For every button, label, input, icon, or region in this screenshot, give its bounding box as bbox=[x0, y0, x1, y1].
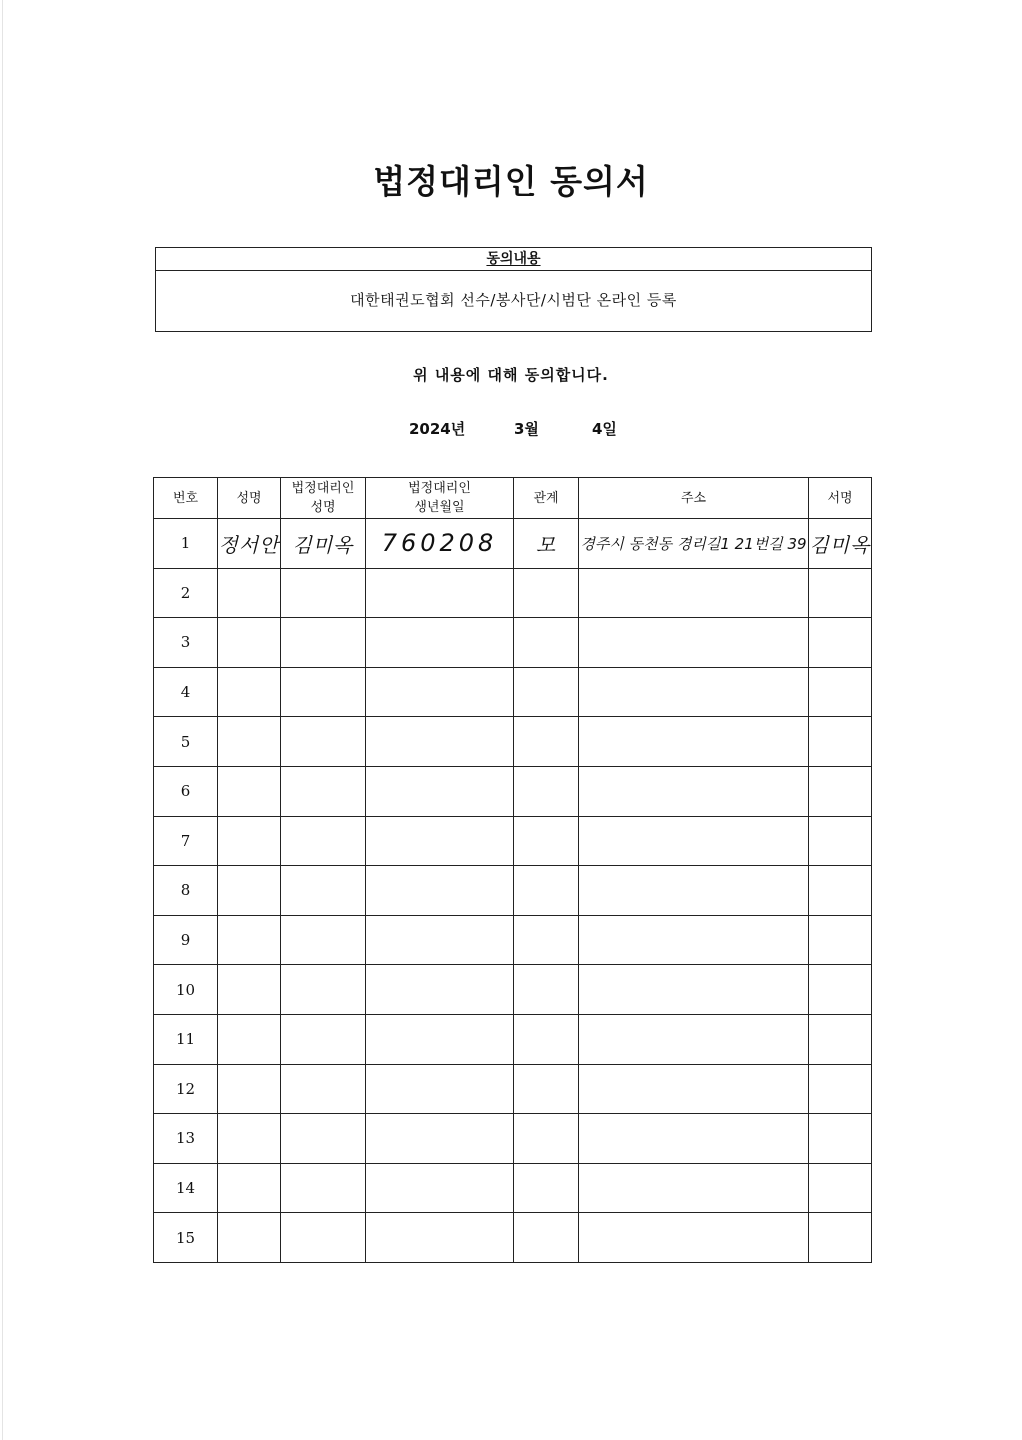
table-row bbox=[154, 1163, 872, 1213]
row-number bbox=[154, 1064, 218, 1114]
relation-cell bbox=[514, 1213, 579, 1263]
student-name-cell bbox=[218, 1163, 281, 1213]
row-number-value: 12 bbox=[175, 1079, 196, 1098]
student-name-cell bbox=[218, 568, 281, 618]
row-number-value: 4 bbox=[180, 683, 191, 702]
header-signature bbox=[809, 478, 872, 519]
row-number bbox=[154, 1014, 218, 1064]
guardian-birth-cell bbox=[366, 717, 514, 767]
guardian-name-cell bbox=[281, 1064, 366, 1114]
row-number-value: 3 bbox=[180, 633, 191, 652]
guardian-birth-cell bbox=[366, 568, 514, 618]
relation-cell bbox=[514, 766, 579, 816]
signature-cell bbox=[809, 568, 872, 618]
signature-cell bbox=[809, 1064, 872, 1114]
relation-cell bbox=[514, 915, 579, 965]
signature-cell bbox=[809, 618, 872, 668]
row-number bbox=[154, 766, 218, 816]
student-name-cell bbox=[218, 1114, 281, 1164]
guardian-name-cell bbox=[281, 667, 366, 717]
guardian-name-cell bbox=[281, 866, 366, 916]
row-number bbox=[154, 717, 218, 767]
student-name-cell bbox=[218, 667, 281, 717]
header-guardian-name-line2: 성명 bbox=[310, 500, 336, 515]
address-cell bbox=[579, 965, 809, 1015]
student-name-cell bbox=[218, 1213, 281, 1263]
signature-cell bbox=[809, 766, 872, 816]
guardian-birth-cell bbox=[366, 1213, 514, 1263]
guardian-birth-cell bbox=[366, 766, 514, 816]
student-name-cell bbox=[218, 717, 281, 767]
guardian-table bbox=[153, 477, 872, 1263]
guardian-name-cell bbox=[281, 1014, 366, 1064]
header-guardian-birth-line1: 법정대리인 bbox=[408, 481, 471, 496]
guardian-name-cell bbox=[281, 816, 366, 866]
consent-header: 동의내용 bbox=[156, 248, 871, 271]
address-cell bbox=[579, 1213, 809, 1263]
table-row bbox=[154, 965, 872, 1015]
guardian-birth-cell bbox=[366, 618, 514, 668]
address-cell bbox=[579, 1114, 809, 1164]
agree-statement: 위 내용에 대해 동의합니다. bbox=[413, 366, 609, 384]
row-number bbox=[154, 866, 218, 916]
header-signature-label: 서명 bbox=[827, 490, 853, 506]
table-header-row bbox=[154, 478, 872, 519]
student-name-cell-value: 정서안 bbox=[218, 532, 280, 557]
row-number-value: 7 bbox=[180, 831, 191, 850]
relation-cell-value: 모 bbox=[535, 532, 557, 557]
table-row bbox=[154, 667, 872, 717]
relation-cell bbox=[514, 1163, 579, 1213]
row-number bbox=[154, 1213, 218, 1263]
guardian-birth-cell bbox=[366, 519, 514, 569]
table-row bbox=[154, 866, 872, 916]
signature-cell bbox=[809, 1114, 872, 1164]
guardian-birth-cell bbox=[366, 1014, 514, 1064]
signature-cell bbox=[809, 519, 872, 569]
table-row bbox=[154, 1114, 872, 1164]
page-edge bbox=[2, 0, 3, 1440]
guardian-name-cell bbox=[281, 766, 366, 816]
address-cell bbox=[579, 1064, 809, 1114]
address-cell bbox=[579, 1014, 809, 1064]
row-number-value: 6 bbox=[180, 782, 191, 801]
guardian-birth-cell bbox=[366, 866, 514, 916]
guardian-name-cell-value: 김미옥 bbox=[292, 532, 354, 557]
header-no-label: 번호 bbox=[172, 490, 199, 506]
signature-cell bbox=[809, 915, 872, 965]
table-body bbox=[154, 519, 872, 1263]
guardian-name-cell bbox=[281, 915, 366, 965]
guardian-birth-cell-value: 760208 bbox=[381, 529, 498, 558]
row-number-value: 8 bbox=[180, 881, 191, 900]
table-row bbox=[154, 915, 872, 965]
guardian-name-cell bbox=[281, 568, 366, 618]
guardian-birth-cell bbox=[366, 816, 514, 866]
table-row bbox=[154, 618, 872, 668]
date-year: 2024년 bbox=[409, 420, 466, 438]
address-cell bbox=[579, 1163, 809, 1213]
header-name-label: 성명 bbox=[236, 490, 262, 506]
table-row bbox=[154, 519, 872, 569]
row-number bbox=[154, 667, 218, 717]
header-guardian-name bbox=[281, 478, 366, 519]
student-name-cell bbox=[218, 618, 281, 668]
relation-cell bbox=[514, 816, 579, 866]
row-number-value: 14 bbox=[175, 1179, 196, 1198]
relation-cell bbox=[514, 519, 579, 569]
guardian-birth-cell bbox=[366, 965, 514, 1015]
student-name-cell bbox=[218, 766, 281, 816]
address-cell bbox=[579, 915, 809, 965]
consent-content: 대한태권도협회 선수/봉사단/시범단 온라인 등록 bbox=[350, 291, 677, 309]
guardian-birth-cell bbox=[366, 1064, 514, 1114]
signature-cell bbox=[809, 816, 872, 866]
header-guardian-birth bbox=[366, 478, 514, 519]
guardian-name-cell bbox=[281, 1213, 366, 1263]
row-number bbox=[154, 519, 218, 569]
header-address bbox=[579, 478, 809, 519]
address-cell bbox=[579, 717, 809, 767]
header-name bbox=[218, 478, 281, 519]
relation-cell bbox=[514, 866, 579, 916]
signature-cell bbox=[809, 1213, 872, 1263]
header-guardian-name-line1: 법정대리인 bbox=[291, 481, 355, 496]
page-title: 법정대리인 동의서 bbox=[373, 162, 649, 201]
relation-cell bbox=[514, 568, 579, 618]
guardian-name-cell bbox=[281, 717, 366, 767]
table-row bbox=[154, 717, 872, 767]
student-name-cell bbox=[218, 915, 281, 965]
guardian-name-cell bbox=[281, 1163, 366, 1213]
guardian-birth-cell bbox=[366, 915, 514, 965]
table-row bbox=[154, 568, 872, 618]
student-name-cell bbox=[218, 1014, 281, 1064]
signature-cell bbox=[809, 965, 872, 1015]
header-address-label: 주소 bbox=[680, 490, 707, 506]
row-number bbox=[154, 915, 218, 965]
relation-cell bbox=[514, 1014, 579, 1064]
guardian-name-cell bbox=[281, 618, 366, 668]
table-row bbox=[154, 1213, 872, 1263]
row-number-value: 13 bbox=[175, 1129, 196, 1148]
address-cell bbox=[579, 667, 809, 717]
row-number-value: 1 bbox=[180, 534, 191, 553]
signature-cell-value: 김미옥 bbox=[809, 532, 871, 557]
row-number-value: 5 bbox=[180, 732, 191, 751]
signature-cell bbox=[809, 1014, 872, 1064]
row-number bbox=[154, 816, 218, 866]
header-no bbox=[154, 478, 218, 519]
row-number-value: 2 bbox=[180, 583, 191, 602]
table-row bbox=[154, 1014, 872, 1064]
row-number bbox=[154, 568, 218, 618]
table-row bbox=[154, 1064, 872, 1114]
student-name-cell bbox=[218, 816, 281, 866]
table-row bbox=[154, 766, 872, 816]
relation-cell bbox=[514, 667, 579, 717]
guardian-birth-cell bbox=[366, 1114, 514, 1164]
address-cell bbox=[579, 568, 809, 618]
student-name-cell bbox=[218, 1064, 281, 1114]
relation-cell bbox=[514, 717, 579, 767]
relation-cell bbox=[514, 618, 579, 668]
student-name-cell bbox=[218, 866, 281, 916]
date-day: 4일 bbox=[592, 420, 617, 438]
row-number-value: 15 bbox=[175, 1228, 196, 1247]
address-cell bbox=[579, 618, 809, 668]
address-cell bbox=[579, 766, 809, 816]
row-number bbox=[154, 965, 218, 1015]
student-name-cell bbox=[218, 965, 281, 1015]
row-number bbox=[154, 618, 218, 668]
row-number-value: 9 bbox=[180, 931, 191, 950]
signature-cell bbox=[809, 717, 872, 767]
row-number bbox=[154, 1163, 218, 1213]
address-cell bbox=[579, 816, 809, 866]
address-cell bbox=[579, 866, 809, 916]
signature-cell bbox=[809, 1163, 872, 1213]
relation-cell bbox=[514, 965, 579, 1015]
guardian-name-cell bbox=[281, 1114, 366, 1164]
header-relation-label: 관계 bbox=[533, 490, 559, 506]
address-cell-value: 경주시 동천동 경리길1 21번길 39 bbox=[580, 534, 807, 553]
guardian-name-cell bbox=[281, 519, 366, 569]
guardian-name-cell bbox=[281, 965, 366, 1015]
relation-cell bbox=[514, 1114, 579, 1164]
row-number-value: 10 bbox=[175, 980, 196, 999]
header-relation bbox=[514, 478, 579, 519]
row-number-value: 11 bbox=[175, 1030, 196, 1049]
table-row bbox=[154, 816, 872, 866]
signature-cell bbox=[809, 866, 872, 916]
header-guardian-birth-line2: 생년월일 bbox=[414, 500, 465, 515]
guardian-birth-cell bbox=[366, 667, 514, 717]
address-cell bbox=[579, 519, 809, 569]
guardian-birth-cell bbox=[366, 1163, 514, 1213]
relation-cell bbox=[514, 1064, 579, 1114]
date-month: 3월 bbox=[514, 420, 539, 438]
signature-cell bbox=[809, 667, 872, 717]
student-name-cell bbox=[218, 519, 281, 569]
row-number bbox=[154, 1114, 218, 1164]
consent-box bbox=[155, 247, 872, 332]
